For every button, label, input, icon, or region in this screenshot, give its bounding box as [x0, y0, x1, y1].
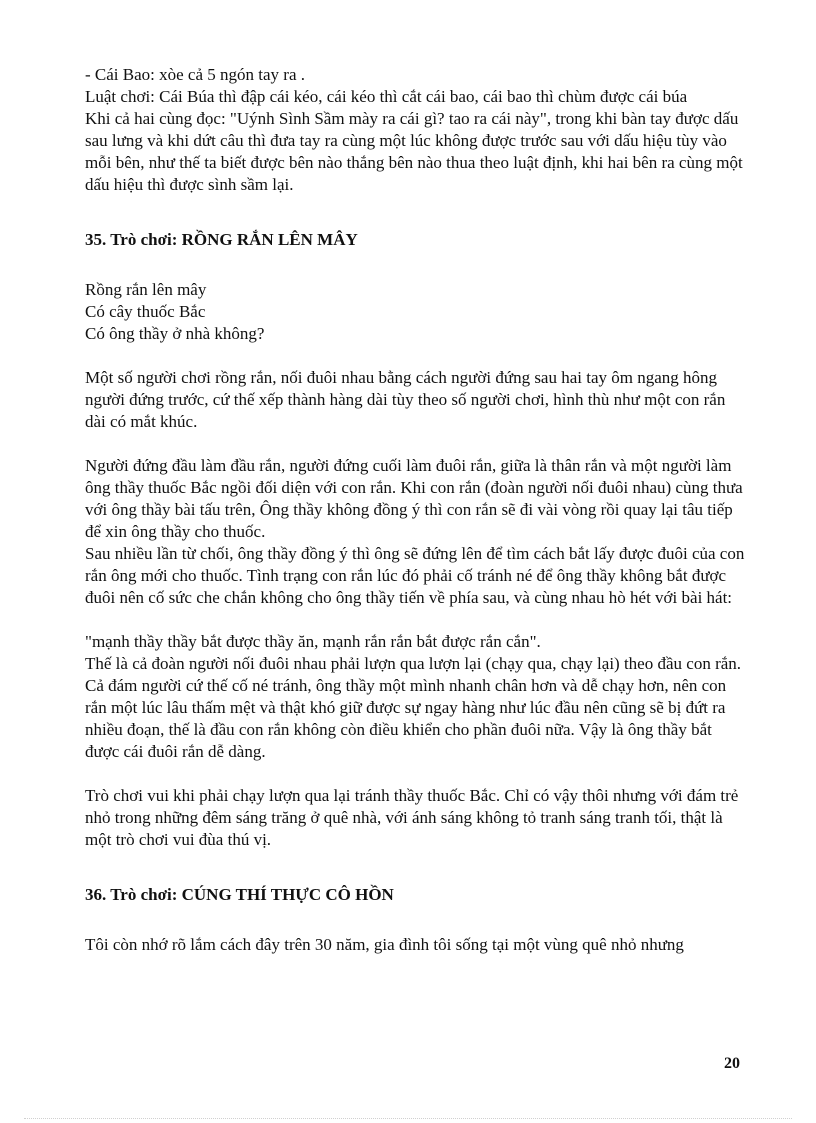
- section-36-heading: 36. Trò chơi: CÚNG THÍ THỰC CÔ HỒN: [85, 885, 394, 904]
- verse-line-3: Có ông thầy ở nhà không?: [85, 324, 265, 343]
- spacer: [85, 851, 745, 884]
- footer-divider: [24, 1118, 792, 1119]
- verse-line-2: Có cây thuốc Bắc: [85, 302, 206, 321]
- section-35-heading: 35. Trò chơi: RỒNG RẮN LÊN MÂY: [85, 230, 358, 249]
- section-35-paragraph-2: Người đứng đầu làm đầu rắn, người đứng cuối làm đuôi rắn, giữa là thân rắn và một người làm ông thầy thuốc Bắc ngồi đối diện với con rắn. Khi con rắn (đoàn người nối đuôi nhau) cùng thưa với ông thầy bài tấu trên, Ông thầy không đồng ý thì con rắn sẽ đi vài vòng rồi quay lại tâu tiếp để xin ông thầy cho thuốc.: [85, 456, 743, 541]
- spacer: [85, 433, 745, 455]
- spacer: [85, 196, 745, 229]
- section-35-paragraph-1: Một số người chơi rồng rắn, nối đuôi nhau bằng cách người đứng sau hai tay ôm ngang hông người đứng trước, cứ thế xếp thành hàng dài tùy theo số người chơi, hình thù như một con rắn dài có mắt khúc.: [85, 368, 726, 431]
- page-content: [85, 64, 745, 956]
- spacer: [85, 906, 745, 934]
- intro-line-1: - Cái Bao: xòe cả 5 ngón tay ra .: [85, 65, 305, 84]
- verse-line-1: Rồng rắn lên mây: [85, 280, 207, 299]
- spacer: [85, 763, 745, 785]
- spacer: [85, 251, 745, 279]
- section-35-paragraph-4: Thế là cả đoàn người nối đuôi nhau phải lượn qua lượn lại (chạy qua, chạy lại) theo đầu con rắn. Cả đám người cứ thế cố né tránh, ông thầy một mình nhanh chân hơn và dễ chạy hơn, nên con rắn một lúc lâu thấm mệt và thật khó giữ được sự ngay hàng như lúc đầu nên cũng sẽ bị đứt ra nhiều đoạn, thế là đầu con rắn không còn điều khiển cho phần đuôi nữa. Vậy là ông thầy bắt được cái đuôi rắn dễ dàng.: [85, 654, 742, 761]
- intro-line-2: Luật chơi: Cái Búa thì đập cái kéo, cái kéo thì cắt cái bao, cái bao thì chùm được cái búa: [85, 87, 688, 106]
- spacer: [85, 609, 745, 631]
- intro-line-3: Khi cả hai cùng đọc: "Uýnh Sình Sầm mày ra cái gì? tao ra cái này", trong khi bàn tay được dấu sau lưng và khi dứt câu thì đưa tay ra cùng một lúc không được trước sau với dấu hiệu tùy vào mỗi bên, như thế ta biết được bên nào thắng bên nào thua theo luật định, khi hai bên ra cùng một dấu hiệu thì được sình sầm lại.: [85, 109, 743, 194]
- section-35-paragraph-5: Trò chơi vui khi phải chạy lượn qua lại tránh thầy thuốc Bắc. Chỉ có vậy thôi nhưng với đám trẻ nhỏ trong những đêm sáng trăng ở quê nhà, với ánh sáng không tỏ tranh sáng tranh tối, thật là một trò chơi vui đùa thú vị.: [85, 786, 739, 849]
- page-number: 20: [724, 1055, 740, 1072]
- spacer: [85, 345, 745, 367]
- song-quote: "mạnh thầy thầy bắt được thầy ăn, mạnh rắn rắn bắt được rắn cắn".: [85, 632, 541, 651]
- section-36-paragraph-1: Tôi còn nhớ rõ lắm cách đây trên 30 năm, gia đình tôi sống tại một vùng quê nhỏ nhưng: [85, 935, 684, 954]
- section-35-paragraph-3: Sau nhiều lần từ chối, ông thầy đồng ý thì ông sẽ đứng lên để tìm cách bắt lấy được đuôi của con rắn ông mới cho thuốc. Tình trạng con rắn lúc đó phải cố tránh né để ông thầy không bắt được đuôi nên cố sức che chắn không cho ông thầy tiến về phía sau, và cùng nhau hò hét với bài hát:: [85, 544, 745, 607]
